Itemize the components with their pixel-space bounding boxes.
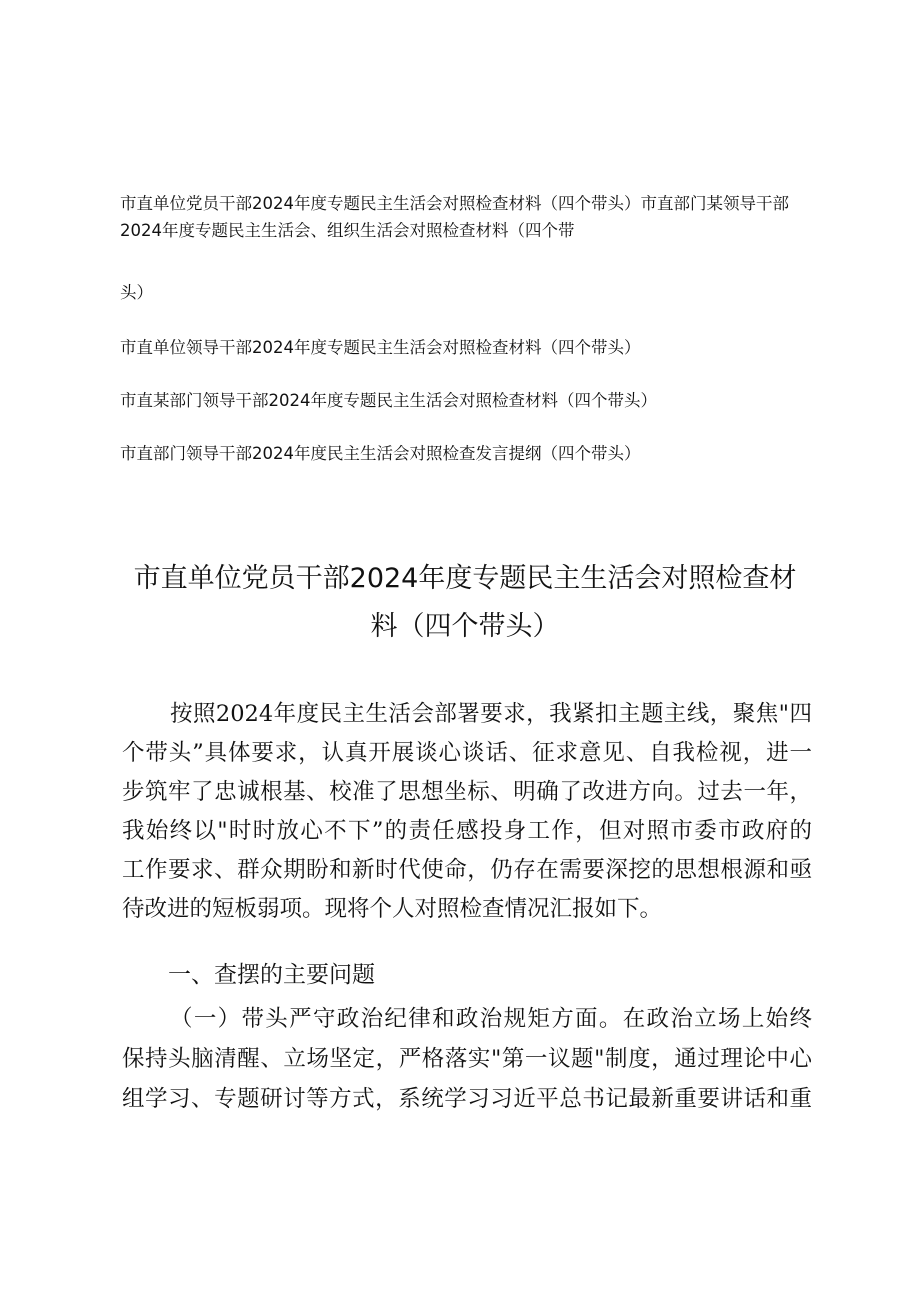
toc-item-line: 头） — [120, 283, 153, 302]
paragraph-line: 待改进的短板弱项。现将个人对照检查情况汇报如下。 — [122, 896, 663, 922]
toc-item[interactable] — [120, 190, 820, 306]
toc-item[interactable]: 市直某部门领导干部2024年度专题民主生活会对照检查材料（四个带头） — [120, 391, 657, 410]
paragraph-line: 按照2024年度民主生活会部署要求，我紧扣主题主线，聚焦"四 — [170, 701, 812, 727]
paragraph-line: 个带头”具体要求，认真开展谈心谈话、征求意见、自我检视，进一 — [122, 740, 812, 766]
toc-item-line: 2024年度专题民主生活会、组织生活会对照检查材料（四个带 — [120, 221, 575, 240]
section-paragraph — [122, 999, 812, 1119]
title-line: 料（四个带头） — [370, 611, 560, 642]
toc-item-line: 市直单位党员干部2024年度专题民主生活会对照检查材料（四个带头）市直部门某领导干部 — [120, 194, 789, 213]
paragraph-line: 组学习、专题研讨等方式，系统学习习近平总书记最新重要讲话和重 — [122, 1086, 812, 1112]
section-heading: 一、查摆的主要问题 — [168, 962, 375, 988]
paragraph-line: 步筑牢了忠诚根基、校准了思想坐标、明确了改进方向。过去一年， — [122, 779, 812, 805]
document-title — [120, 555, 810, 651]
toc-item[interactable]: 市直部门领导干部2024年度民主生活会对照检查发言提纲（四个带头） — [120, 444, 641, 463]
paragraph-line: 我始终以"时时放心不下”的责任感投身工作，但对照市委市政府的 — [122, 818, 812, 844]
paragraph-line: （一）带头严守政治纪律和政治规矩方面。在政治立场上始终 — [170, 1006, 812, 1032]
paragraph-line: 工作要求、群众期盼和新时代使命，仍存在需要深挖的思想根源和亟 — [122, 857, 812, 883]
paragraph-line: 保持头脑清醒、立场坚定，严格落实"第一议题"制度，通过理论中心 — [122, 1046, 812, 1072]
table-of-contents — [120, 190, 820, 467]
title-line: 市直单位党员干部2024年度专题民主生活会对照检查材 — [133, 563, 797, 594]
intro-paragraph — [122, 695, 812, 929]
toc-item[interactable]: 市直单位领导干部2024年度专题民主生活会对照检查材料（四个带头） — [120, 338, 641, 357]
